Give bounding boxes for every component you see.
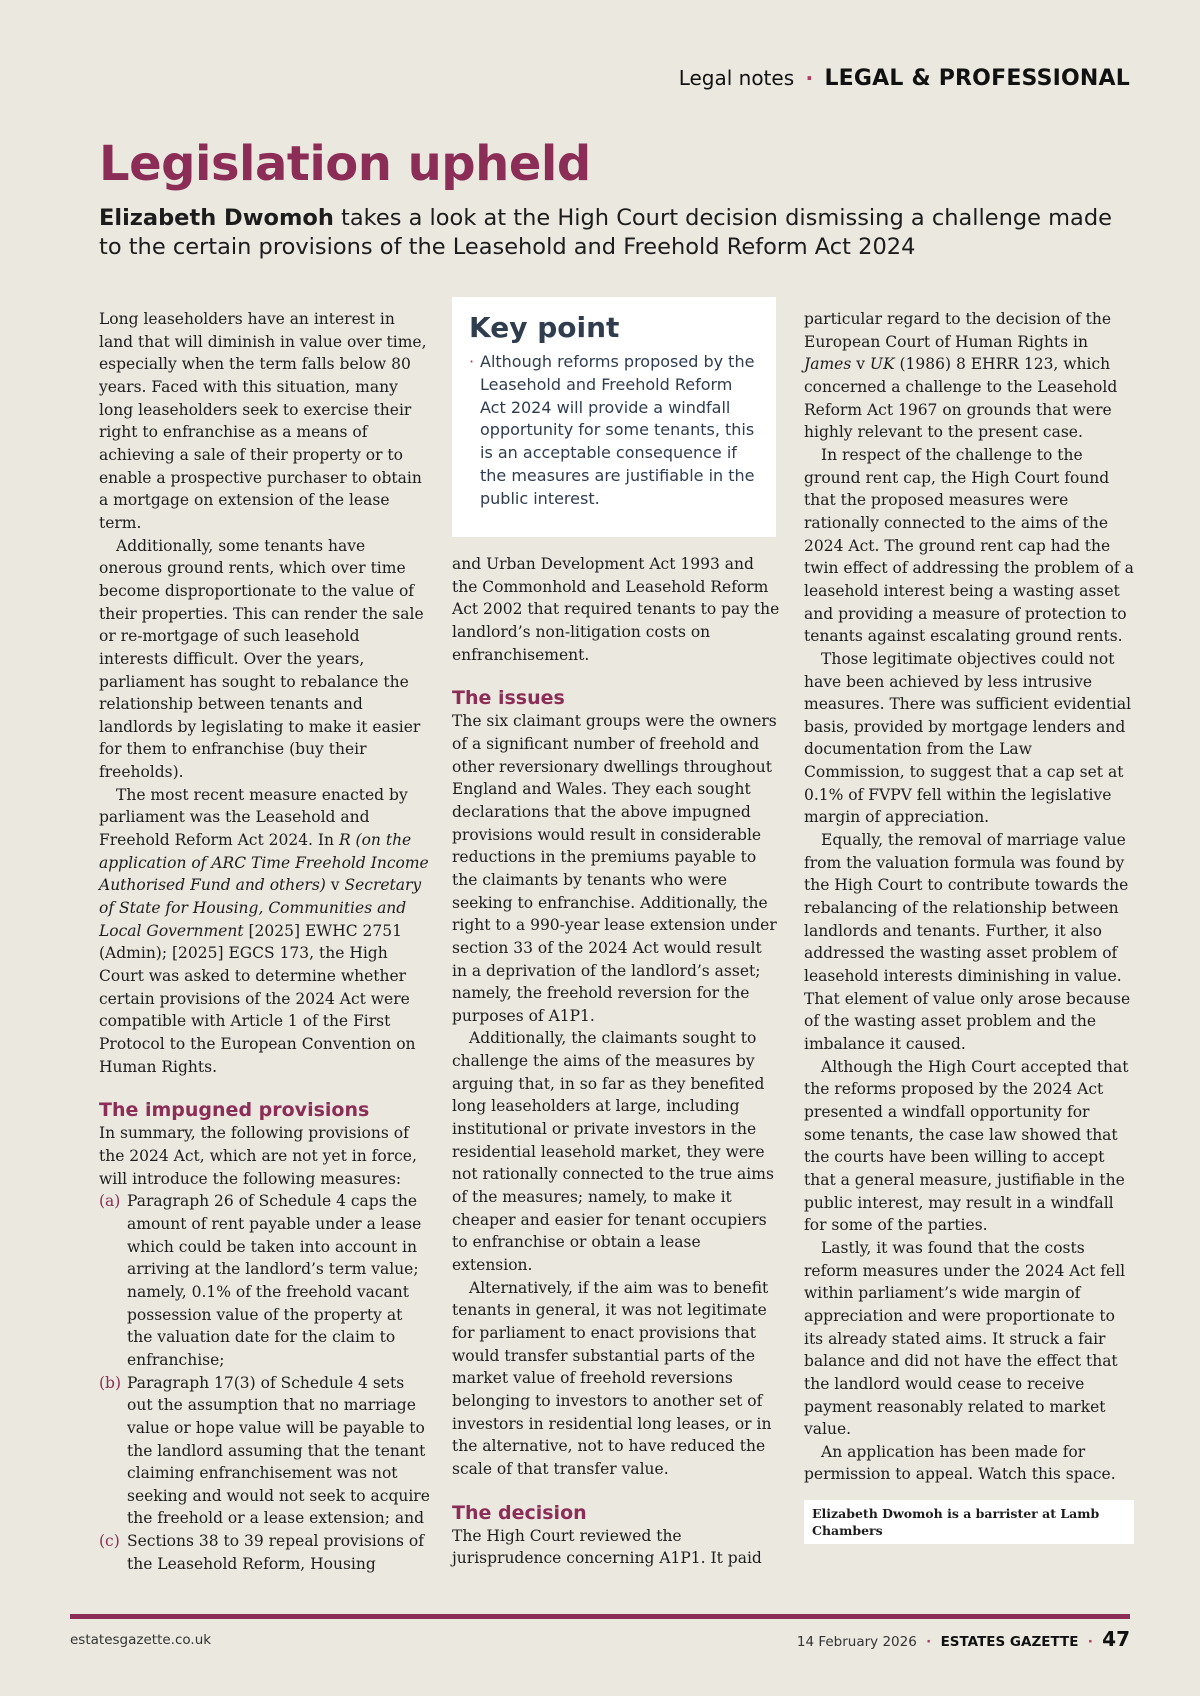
paragraph: In respect of the challenge to the ground rent cap, the High Court found that the proposed measures were rationally connected to the aims of the 2024 Act. The ground rent cap had the twin effect of addressing the problem of a leasehold interest being a wasting asset and providing a measure of protection to tenants against escalating ground rents. bbox=[804, 445, 1134, 646]
section-header bbox=[679, 66, 1130, 91]
list-label: (c) bbox=[99, 1532, 120, 1551]
author-name: Elizabeth Dwomoh bbox=[99, 205, 334, 231]
column-3 bbox=[804, 308, 1134, 1544]
paragraph: Long leaseholders have an interest in land that will diminish in value over time, especially when the term falls below 80 years. Faced with this situation, many long leaseholders seek to exercise their right to enfranchise as a means of achieving a sale of their property or to enable a prospective purchaser to obtain a mortgage on extension of the lease term. bbox=[99, 310, 427, 532]
article-title: Legislation upheld bbox=[99, 136, 591, 192]
paragraph: An application has been made for permission to appeal. Watch this space. bbox=[804, 1442, 1116, 1484]
footer-separator: · bbox=[1087, 1634, 1093, 1650]
paragraph: Those legitimate objectives could not have been achieved by less intrusive measures. There was sufficient evidential basis, provided by mortgage lenders and documentation from the Law Commission, to suggest that a cap set at 0.1% of FVPV fell within the legislative margin of appreciation. bbox=[804, 649, 1132, 827]
subheading-decision: The decision bbox=[452, 1501, 587, 1524]
paragraph: The High Court reviewed the jurisprudence concerning A1P1. It paid bbox=[452, 1526, 762, 1568]
text-run: v bbox=[851, 355, 870, 374]
key-point-title: Key point bbox=[469, 311, 620, 344]
column-1 bbox=[99, 308, 431, 1575]
case-name: Secretary of State for Housing, Communities and Local Government bbox=[99, 876, 422, 940]
case-name: R (on the application of ARC Time Freehold Income Authorised Fund and others) bbox=[99, 831, 429, 895]
standfirst bbox=[99, 204, 1129, 262]
key-point-item bbox=[469, 351, 759, 511]
text-run: particular regard to the decision of the European Court of Human Rights in bbox=[804, 310, 1112, 351]
footer-website: estatesgazette.co.uk bbox=[70, 1632, 212, 1648]
paragraph bbox=[99, 784, 431, 1079]
footer-rule bbox=[70, 1614, 1130, 1619]
page-number: 47 bbox=[1102, 1627, 1130, 1651]
paragraph: In summary, the following provisions of the 2024 Act, which are not yet in force, will introduce the following measures: bbox=[99, 1124, 417, 1188]
list-item bbox=[99, 1372, 431, 1531]
paragraph: and Urban Development Act 1993 and the Commonhold and Leasehold Reform Act 2002 that required tenants to pay the landlord’s non-litigation costs on enfranchisement. bbox=[452, 555, 780, 664]
subheading-impugned-provisions: The impugned provisions bbox=[99, 1099, 370, 1122]
standfirst-text: takes a look at the High Court decision dismissing a challenge made to the certain provisions of the Leasehold and Freehold Reform Act 2024 bbox=[99, 205, 1112, 260]
list-text: Paragraph 17(3) of Schedule 4 sets out the assumption that no marriage value or hope value will be payable to the landlord assuming that the tenant claiming enfranchisement was not seeking and would not seek to acquire the freehold or a lease extension; and bbox=[127, 1373, 430, 1528]
paragraph: Lastly, it was found that the costs reform measures under the 2024 Act fell within parliament’s wide margin of appreciation and were proportionate to its already stated aims. It struck a fair balance and did not have the effect that the landlord would cease to receive payment reasonably related to market value. bbox=[804, 1238, 1126, 1439]
text-run: The most recent measure enacted by parliament was the Leasehold and Freehold Reform Act 2024. In bbox=[99, 785, 408, 850]
column-2 bbox=[452, 553, 780, 1570]
subheading-issues: The issues bbox=[452, 687, 565, 710]
footer-info bbox=[797, 1627, 1130, 1651]
section-label: Legal notes bbox=[678, 66, 795, 90]
text-run: (1986) 8 EHRR 123, which concerned a challenge to the Leasehold Reform Act 1967 on grounds that were highly relevant to the present case. bbox=[804, 355, 1118, 442]
key-point-text: Although reforms proposed by the Leasehold and Freehold Reform Act 2024 will provide a windfall opportunity for some tenants, this is an acceptable consequence if the measures are justifiable in the public interest. bbox=[480, 352, 755, 508]
list-item bbox=[99, 1530, 431, 1575]
paragraph: Equally, the removal of marriage value from the valuation formula was found by the High Court to contribute towards the rebalancing of the relationship between landlords and tenants. Further, it also addressed the wasting asset problem of leasehold interests diminishing in value. That element of value only arose because of the wasting asset problem and the imbalance it caused. bbox=[804, 831, 1131, 1053]
bullet-icon: · bbox=[469, 352, 475, 371]
list-text: Paragraph 26 of Schedule 4 caps the amount of rent payable under a lease which could be taken into account in arriving at the landlord’s term value; namely, 0.1% of the freehold vacant possession value of the property at the valuation date for the claim to enfranchise; bbox=[127, 1192, 422, 1369]
header-separator: · bbox=[805, 66, 814, 90]
paragraph: Additionally, the claimants sought to challenge the aims of the measures by arguing that, in so far as they benefited long leaseholders at large, including institutional or private investors in the residential leasehold market, they were not rationally connected to the true aims of the measures; namely, to make it cheaper and easier for tenant occupiers to enfranchise or obtain a lease extension. bbox=[452, 1029, 774, 1275]
text-run: v bbox=[325, 876, 345, 895]
footer-publication: ESTATES GAZETTE bbox=[940, 1634, 1079, 1650]
provisions-list bbox=[99, 1190, 431, 1575]
paragraph: The six claimant groups were the owners of a significant number of freehold and other reversionary dwellings throughout England and Wales. They each sought declarations that the above impugned provisions would result in considerable reductions in the premiums payable to the claimants by tenants who were seeking to enfranchise. Additionally, the right to a 990-year lease extension under section 33 of the 2024 Act would result in a deprivation of the landlord’s asset; namely, the freehold reversion for the purposes of A1P1. bbox=[452, 712, 777, 1025]
footer-date: 14 February 2026 bbox=[796, 1634, 917, 1650]
author-bio: Elizabeth Dwomoh is a barrister at Lamb Chambers bbox=[804, 1500, 1134, 1544]
text-run: [2025] EWHC 2751 (Admin); [2025] EGCS 173, the High Court was asked to determine whether certain provisions of the 2024 Act were compatible with Article 1 of the First Protocol to the European Convention on Human Rights. bbox=[99, 921, 416, 1076]
case-name: James bbox=[804, 355, 852, 374]
list-item bbox=[99, 1190, 431, 1371]
section-title: LEGAL & PROFESSIONAL bbox=[824, 66, 1130, 91]
list-text: Sections 38 to 39 repeal provisions of the Leasehold Reform, Housing bbox=[127, 1532, 424, 1573]
paragraph bbox=[804, 308, 1134, 444]
paragraph: Additionally, some tenants have onerous ground rents, which over time become disproportionate to the value of their properties. This can render the sale or re-mortgage of such leasehold interests difficult. Over the years, parliament has sought to rebalance the relationship between tenants and landlords by legislating to make it easier for them to enfranchise (buy their freeholds). bbox=[99, 536, 424, 782]
case-name: UK bbox=[869, 355, 895, 374]
paragraph: Alternatively, if the aim was to benefit tenants in general, it was not legitimate for parliament to enact provisions that would transfer substantial parts of the market value of freehold reversions belonging to investors to another set of investors in residential long leases, or in the alternative, not to have reduced the scale of that transfer value. bbox=[452, 1278, 772, 1478]
list-label: (b) bbox=[99, 1373, 122, 1392]
key-point-box bbox=[452, 297, 776, 537]
list-label: (a) bbox=[99, 1192, 121, 1211]
footer-separator: · bbox=[926, 1634, 932, 1650]
paragraph: Although the High Court accepted that the reforms proposed by the 2024 Act presented a windfall opportunity for some tenants, the case law showed that the courts have been willing to accept that a general measure, justifiable in the public interest, may result in a windfall for some of the parties. bbox=[804, 1057, 1129, 1235]
